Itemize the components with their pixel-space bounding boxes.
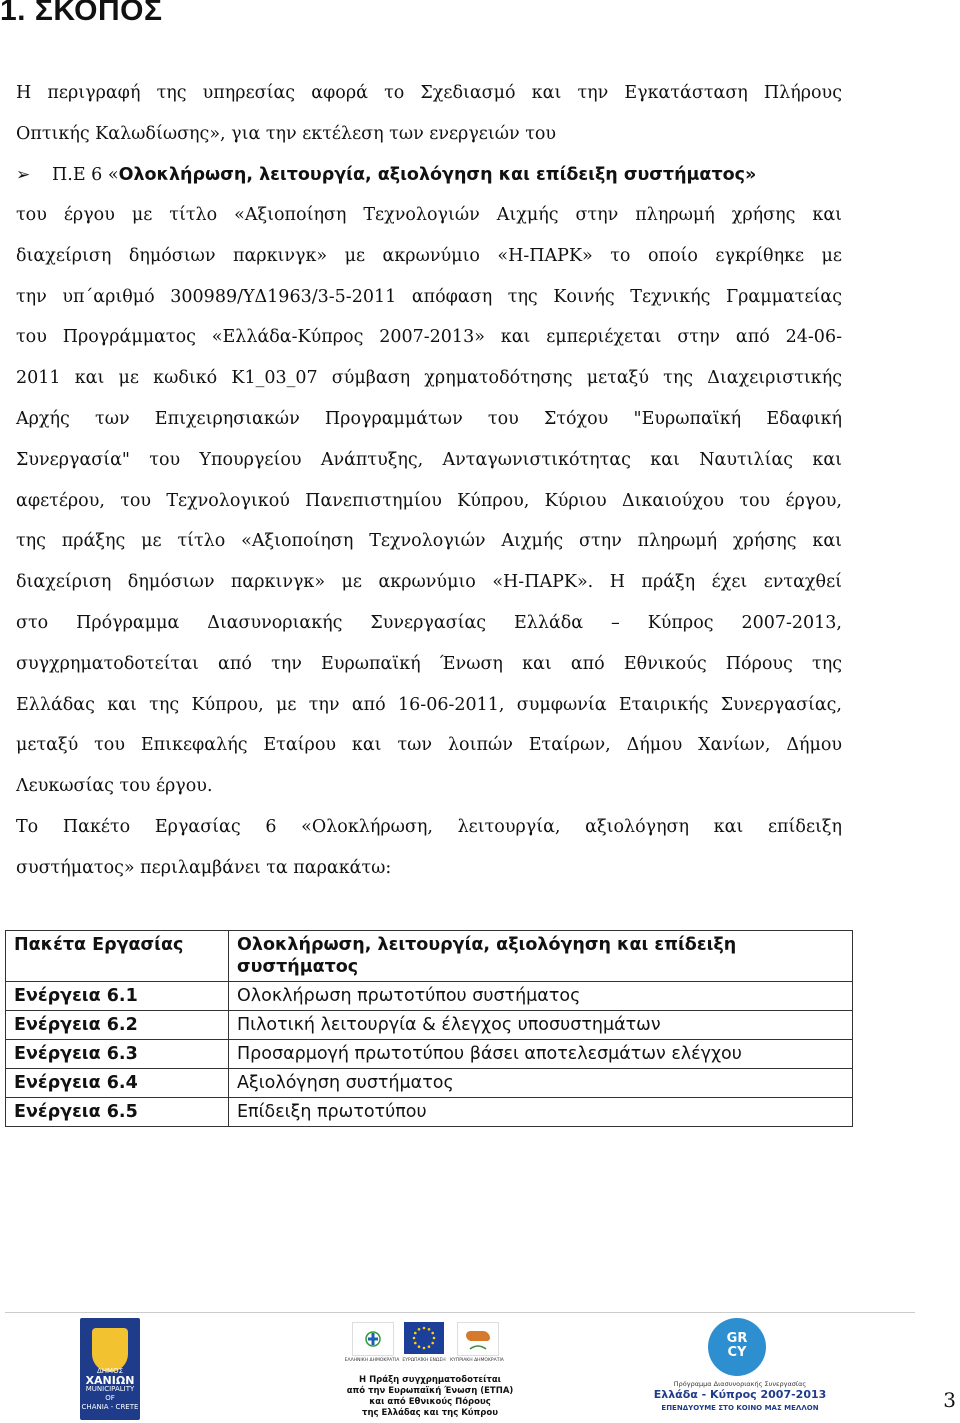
body-line: αφετέρου, του Τεχνολογικού Πανεπιστημίου Κύπρου, Κύριου Δικαιούχου του έργου, — [16, 490, 842, 511]
grcy-cy: CY — [727, 1345, 747, 1360]
body-line: της πράξης με τίτλο «Αξιοποίηση Τεχνολογιών Αιχμής στην πληρωμή χρήσης και — [16, 531, 842, 552]
bullet-item — [16, 155, 842, 195]
cofunding-line: και από Εθνικούς Πόρους — [369, 1397, 491, 1407]
body-line: Αρχής των Επιχειρησιακών Προγραμμάτων του Στόχου "Ευρωπαϊκή Εδαφική — [16, 408, 842, 429]
grcy-line: Ελλάδα - Κύπρος 2007-2013 — [653, 1388, 827, 1401]
body-line: διαχείριση δημόσιων παρκινγκ» με ακρωνύμιο «Η-ΠΑΡΚ». Η πράξη έχει ενταχθεί — [16, 572, 842, 593]
activity-desc-cell: Προσαρμογή πρωτοτύπου βάσει αποτελεσμάτων ελέγχου — [229, 1040, 853, 1069]
cofunding-line: της Ελλάδας και της Κύπρου — [362, 1408, 498, 1418]
activity-id-cell: Ενέργεια 6.1 — [6, 982, 229, 1011]
grcy-gr: GR — [726, 1331, 748, 1346]
table-row — [6, 982, 853, 1011]
chania-logo-line: ΧΑΝΙΩΝ — [85, 1374, 135, 1387]
cofunding-line: από την Ευρωπαϊκή Ένωση (ΕΤΠΑ) — [346, 1386, 514, 1396]
body-line: του έργου με τίτλο «Αξιοποίηση Τεχνολογιών Αιχμής στην πληρωμή χρήσης και — [16, 205, 842, 225]
table-row — [6, 1069, 853, 1098]
greece-cyprus-programme-logo — [640, 1318, 840, 1420]
body-line: Λευκωσίας του έργου. — [16, 776, 213, 797]
greek-emblem-icon — [352, 1322, 394, 1356]
table-row — [6, 1098, 853, 1127]
intro-line: Οπτικής Καλωδίωσης», για την εκτέλεση των ενεργειών του — [16, 123, 557, 144]
arrow-bullet-icon: ➢ — [16, 165, 31, 185]
table-header-cell: Ολοκλήρωση, λειτουργία, αξιολόγηση και επίδειξη συστήματος — [229, 931, 853, 982]
table-row — [6, 1011, 853, 1040]
intro-paragraph — [16, 73, 842, 155]
body-line: μεταξύ του Επικεφαλής Εταίρου και των λοιπών Εταίρων, Δήμου Χανίων, Δήμου — [16, 735, 842, 756]
chania-logo-line: ΔΗΜΟΣ — [96, 1367, 124, 1375]
chania-logo-line: MUNICIPALITY OF — [85, 1385, 135, 1402]
grcy-line: ΕΠΕΝΔΥΟΥΜΕ ΣΤΟ ΚΟΙΝΟ ΜΑΣ ΜΕΛΛΟΝ — [661, 1404, 819, 1412]
body-line: Ελλάδας και της Κύπρου, με την από 16-06-2011, συμφωνία Εταιρικής Συνεργασίας, — [16, 694, 842, 715]
page-number: 3 — [943, 1388, 956, 1412]
table-header-row — [6, 931, 853, 982]
footer-divider — [5, 1312, 915, 1313]
body-line: 2011 και με κωδικό Κ1_03_07 σύμβαση χρηματοδότησης μεταξύ της Διαχειριστικής — [16, 368, 842, 389]
cofunding-line: Η Πράξη συγχρηματοδοτείται — [359, 1375, 501, 1385]
body-line: Το Πακέτο Εργασίας 6 «Ολοκλήρωση, λειτουργία, αξιολόγηση και επίδειξη — [16, 816, 842, 837]
body-line: του Προγράμματος «Ελλάδα-Κύπρος 2007-2013» και εμπεριέχεται στην από 24-06- — [16, 327, 842, 348]
body-line: την υπ΄αριθμό 300989/ΥΔ1963/3-5-2011 απόφαση της Κοινής Τεχνικής Γραμματείας — [16, 286, 842, 307]
body-line: συστήματος» περιλαμβάνει τα παρακάτω: — [16, 857, 392, 878]
activity-desc-cell: Ολοκλήρωση πρωτοτύπου συστήματος — [229, 982, 853, 1011]
grcy-circle-icon — [708, 1318, 766, 1376]
body-paragraph — [16, 195, 842, 889]
eu-flag-icon — [404, 1322, 444, 1354]
activity-desc-cell: Πιλοτική λειτουργία & έλεγχος υποσυστημάτων — [229, 1011, 853, 1040]
activity-id-cell: Ενέργεια 6.3 — [6, 1040, 229, 1069]
table-header-cell: Πακέτα Εργασίας — [6, 931, 229, 982]
intro-line: Η περιγραφή της υπηρεσίας αφορά το Σχεδιασμό και την Εγκατάσταση Πλήρους — [16, 83, 842, 103]
activity-id-cell: Ενέργεια 6.4 — [6, 1069, 229, 1098]
flag-caption: ΕΛΛΗΝΙΚΗ ΔΗΜΟΚΡΑΤΙΑ — [344, 1358, 400, 1363]
body-line: Συνεργασία" του Υπουργείου Ανάπτυξης, Ανταγωνιστικότητας και Ναυτιλίας και — [16, 449, 842, 470]
table-row — [6, 1040, 853, 1069]
cyprus-emblem-icon — [457, 1322, 499, 1356]
cofunding-statement — [345, 1375, 515, 1419]
activity-id-cell: Ενέργεια 6.2 — [6, 1011, 229, 1040]
flag-caption: ΕΥΡΩΠΑΪΚΗ ΕΝΩΣΗ — [402, 1358, 446, 1363]
activity-desc-cell: Επίδειξη πρωτοτύπου — [229, 1098, 853, 1127]
body-line: διαχείριση δημόσιων παρκινγκ» με ακρωνύμιο «Η-ΠΑΡΚ» το οποίο εγκρίθηκε με — [16, 245, 842, 266]
chania-logo-text — [80, 1367, 140, 1412]
sponsor-flags — [344, 1322, 504, 1367]
shield-icon — [92, 1328, 128, 1372]
work-package-table — [5, 930, 853, 1127]
bullet-prefix: Π.Ε 6 « — [52, 165, 119, 185]
body-line: συγχρηματοδοτείται από την Ευρωπαϊκή Ένωση και από Εθνικούς Πόρους της — [16, 653, 842, 674]
body-line: στο Πρόγραμμα Διασυνοριακής Συνεργασίας Ελλάδα – Κύπρος 2007-2013, — [16, 612, 842, 633]
chania-logo-line: CHANIA - CRETE — [81, 1403, 139, 1411]
flag-caption: ΚΥΠΡΙΑΚΗ ΔΗΜΟΚΡΑΤΙΑ — [450, 1358, 504, 1363]
activity-desc-cell: Αξιολόγηση συστήματος — [229, 1069, 853, 1098]
section-heading: 1. ΣΚΟΠΟΣ — [0, 0, 163, 27]
chania-municipality-logo — [80, 1318, 140, 1420]
bullet-bold-text: Ολοκλήρωση, λειτουργία, αξιολόγηση και επίδειξη συστήματος» — [118, 165, 757, 185]
grcy-line: Πρόγραμμα Διασυνοριακής Συνεργασίας — [673, 1380, 807, 1388]
activity-id-cell: Ενέργεια 6.5 — [6, 1098, 229, 1127]
